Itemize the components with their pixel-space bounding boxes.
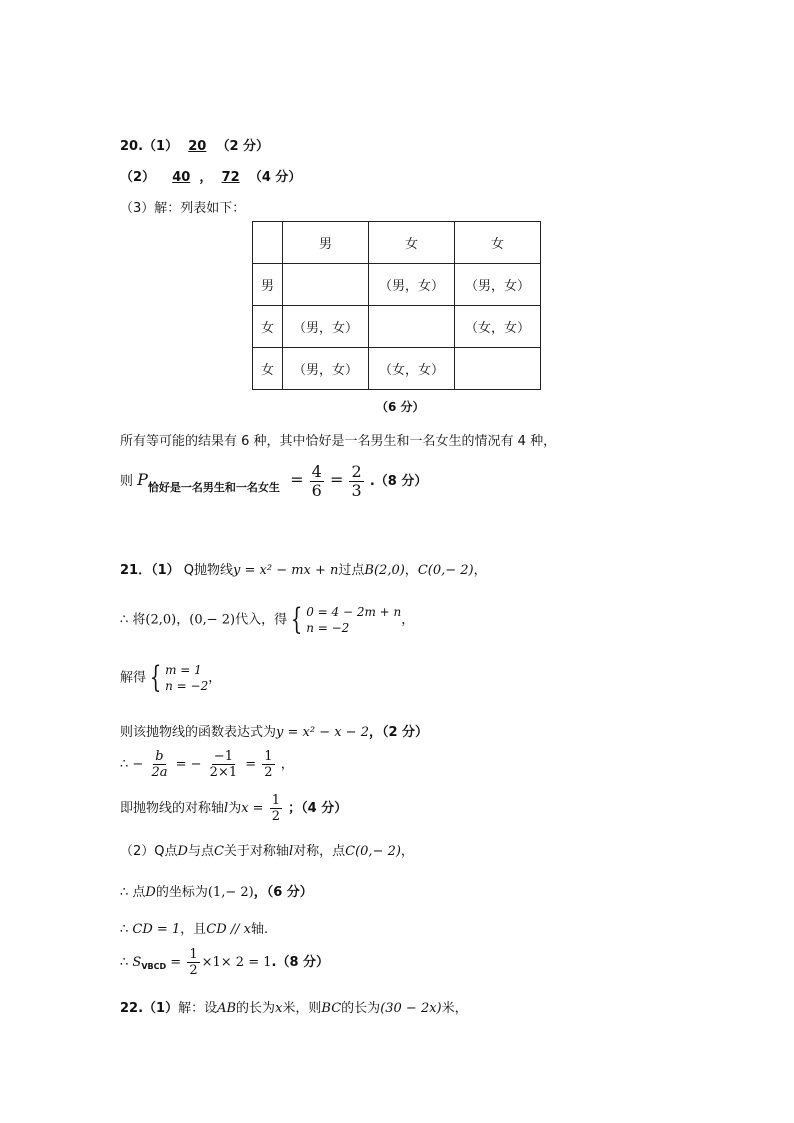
fraction-denominator: 6	[311, 481, 322, 500]
bc-expression: (30 − 2x)	[380, 1001, 442, 1016]
q22-text: 的长为	[236, 1001, 276, 1016]
table-cell	[455, 348, 541, 390]
q21-text: ，	[280, 757, 294, 772]
q21-score: ；（4 分）	[288, 801, 348, 816]
q21-text: ，	[473, 563, 487, 578]
prob-eq: =	[290, 470, 304, 489]
q21-score: ，（2 分）	[368, 725, 429, 740]
axis-symbol: l	[288, 844, 294, 859]
q20-part1-label: 20.（1）	[120, 139, 179, 154]
q21-text: ∴ −	[120, 757, 144, 772]
table-row	[253, 306, 541, 348]
q21-text: 对称，点	[293, 844, 346, 859]
q21-text: ，	[176, 612, 190, 628]
table-cell: （男，女）	[283, 306, 369, 348]
q20-part2-answer-b: 72	[221, 170, 240, 185]
q20-part2-label: （2）	[120, 170, 156, 185]
fraction-numerator: 1	[264, 749, 273, 764]
q21-text: 的坐标为	[155, 885, 208, 900]
q21-text: 为	[228, 801, 242, 816]
axis-symbol: l	[224, 801, 229, 816]
fraction-denominator: 3	[351, 481, 362, 500]
q21-text: ，	[401, 612, 415, 628]
q22-text: 米，	[441, 1001, 468, 1016]
q21-text: = −	[175, 757, 202, 772]
equation: n = −2	[306, 621, 350, 635]
q21-text: 则该抛物线的函数表达式为	[120, 725, 277, 740]
q21-label: 21．（1）	[120, 563, 180, 578]
point-c: C(0,− 2)	[345, 844, 401, 859]
table-score: （6 分）	[376, 400, 425, 414]
q21-line4	[120, 721, 428, 740]
q21-text: ∴	[120, 955, 129, 970]
q20-probability	[120, 464, 427, 499]
q20-part1-answer: 20	[188, 139, 207, 154]
fraction-denominator: 2×1	[209, 765, 238, 780]
q20-part2-answer-a: 40	[172, 170, 191, 185]
fraction	[187, 948, 199, 977]
prob-symbol: P	[137, 470, 148, 489]
q21-score: ，（6 分）	[253, 885, 313, 900]
q21-text: ，	[400, 844, 414, 859]
q21-text: =	[170, 955, 182, 970]
q21-text: ∴ 点	[120, 885, 146, 900]
variable-x: x	[275, 1001, 283, 1016]
table-cell: 女	[369, 222, 455, 264]
q21-line6	[120, 794, 347, 823]
q21-text: 过点	[338, 563, 365, 578]
q21-text: 解得	[120, 670, 147, 686]
fraction-denominator: 2	[264, 765, 273, 780]
brace-icon: {	[290, 602, 303, 637]
prob-prefix: 则	[120, 474, 134, 489]
q21-text: ，	[208, 670, 222, 686]
table-cell: 女	[253, 348, 283, 390]
q21-line10	[120, 948, 329, 977]
table-cell	[369, 306, 455, 348]
parallel-statement: CD // x	[206, 922, 251, 937]
q21-line8	[120, 881, 313, 900]
outcome-table	[252, 221, 541, 390]
point-b: B(2,0)	[364, 563, 405, 578]
equation: n = −2	[165, 679, 209, 693]
fraction-numerator: 1	[271, 793, 280, 808]
equation-system	[165, 662, 208, 694]
fraction	[208, 750, 239, 779]
point-d-symbol: D	[145, 885, 156, 900]
table-row	[253, 264, 541, 306]
q20-part2	[120, 166, 301, 185]
parabola-equation: y = x² − mx + n	[233, 563, 339, 578]
q21-line9	[120, 918, 268, 937]
table-cell	[253, 222, 283, 264]
fraction	[149, 750, 169, 779]
point: (0,− 2)	[189, 612, 236, 628]
equation-system	[306, 604, 401, 636]
point-c-symbol: C	[213, 844, 224, 859]
fraction-denominator: 2a	[151, 765, 168, 780]
table-cell: 女	[455, 222, 541, 264]
q21-line3	[120, 662, 221, 694]
fraction-numerator: b	[155, 749, 164, 764]
fraction-numerator: −1	[213, 749, 233, 764]
table-cell	[283, 264, 369, 306]
table-cell: （男，女）	[369, 264, 455, 306]
equation: 0 = 4 − 2m + n	[306, 605, 402, 619]
table-cell: （男，女）	[455, 264, 541, 306]
q21-line7	[120, 840, 414, 859]
q21-text: =	[245, 757, 257, 772]
table-cell: （女，女）	[455, 306, 541, 348]
point-c: C(0,− 2)	[417, 563, 474, 578]
fraction-denominator: 2	[271, 809, 280, 824]
q20-part3-intro: （3）解：列表如下：	[120, 201, 246, 216]
q20-part2-sep: ，	[199, 170, 213, 185]
q20-summary: 所有等可能的结果有 6 种，其中恰好是一名男生和一名女生的情况有 4 种，	[120, 434, 557, 449]
q21-text: Q抛物线	[183, 563, 234, 578]
table-row	[253, 348, 541, 390]
q21-text: 轴.	[250, 922, 269, 937]
area-symbol: S	[132, 955, 142, 970]
table-cell: （女，女）	[369, 348, 455, 390]
q22-text: 解：设	[178, 1001, 218, 1016]
q20-part1-score: （2 分）	[216, 139, 270, 154]
prob-fraction-1	[310, 464, 324, 499]
prob-subscript: 恰好是一名男生和一名女生	[147, 481, 280, 494]
q21-line1	[120, 559, 487, 578]
prob-eq-2: =	[329, 470, 344, 489]
segment-ab: AB	[217, 1001, 237, 1016]
table-cell: 女	[253, 306, 283, 348]
q22-line1	[120, 997, 468, 1016]
q21-text: 即抛物线的对称轴	[120, 801, 225, 816]
q21-line5	[120, 750, 294, 779]
fraction	[262, 750, 274, 779]
segment-length: CD = 1	[132, 922, 181, 937]
table-header-row	[253, 222, 541, 264]
q22-text: 米，则	[282, 1001, 322, 1016]
fraction-numerator: 1	[189, 947, 198, 962]
segment-bc: BC	[321, 1001, 342, 1016]
q21-text: ，且	[180, 922, 207, 937]
function-expression: y = x² − x − 2	[276, 725, 369, 740]
fraction-numerator: 2	[351, 462, 362, 481]
point-d-symbol: D	[177, 844, 188, 859]
fraction	[270, 794, 282, 823]
equation: m = 1	[165, 663, 202, 677]
q22-text: 的长为	[341, 1001, 381, 1016]
q22-label: 22.（1）	[120, 1001, 179, 1016]
q21-score: .（8 分）	[271, 955, 330, 970]
point: (2,0)	[145, 612, 177, 628]
q21-text: ∴ 将	[120, 612, 146, 628]
prob-score: .（8 分）	[369, 474, 428, 489]
table-cell: 男	[253, 264, 283, 306]
q21-line2	[120, 604, 414, 636]
brace-icon: {	[149, 660, 162, 695]
q21-text: ×1× 2 = 1	[201, 955, 272, 970]
q21-text: 关于对称轴	[223, 844, 289, 859]
q21-text: x =	[241, 801, 264, 816]
table-cell: （男，女）	[283, 348, 369, 390]
table-cell: 男	[283, 222, 369, 264]
q21-text: ，	[404, 563, 418, 578]
fraction-denominator: 2	[189, 963, 198, 978]
fraction-numerator: 4	[311, 462, 322, 481]
point-d: (1,− 2)	[207, 885, 254, 900]
q21-text: （2）Q点	[120, 844, 178, 859]
q21-text: 代入，得	[235, 612, 288, 628]
area-subscript: VBCD	[141, 962, 167, 971]
q20-part2-score: （4 分）	[248, 170, 302, 185]
prob-fraction-2	[349, 464, 363, 499]
q21-text: ∴	[120, 922, 129, 937]
q21-text: 与点	[187, 844, 214, 859]
q20-part1	[120, 135, 269, 154]
